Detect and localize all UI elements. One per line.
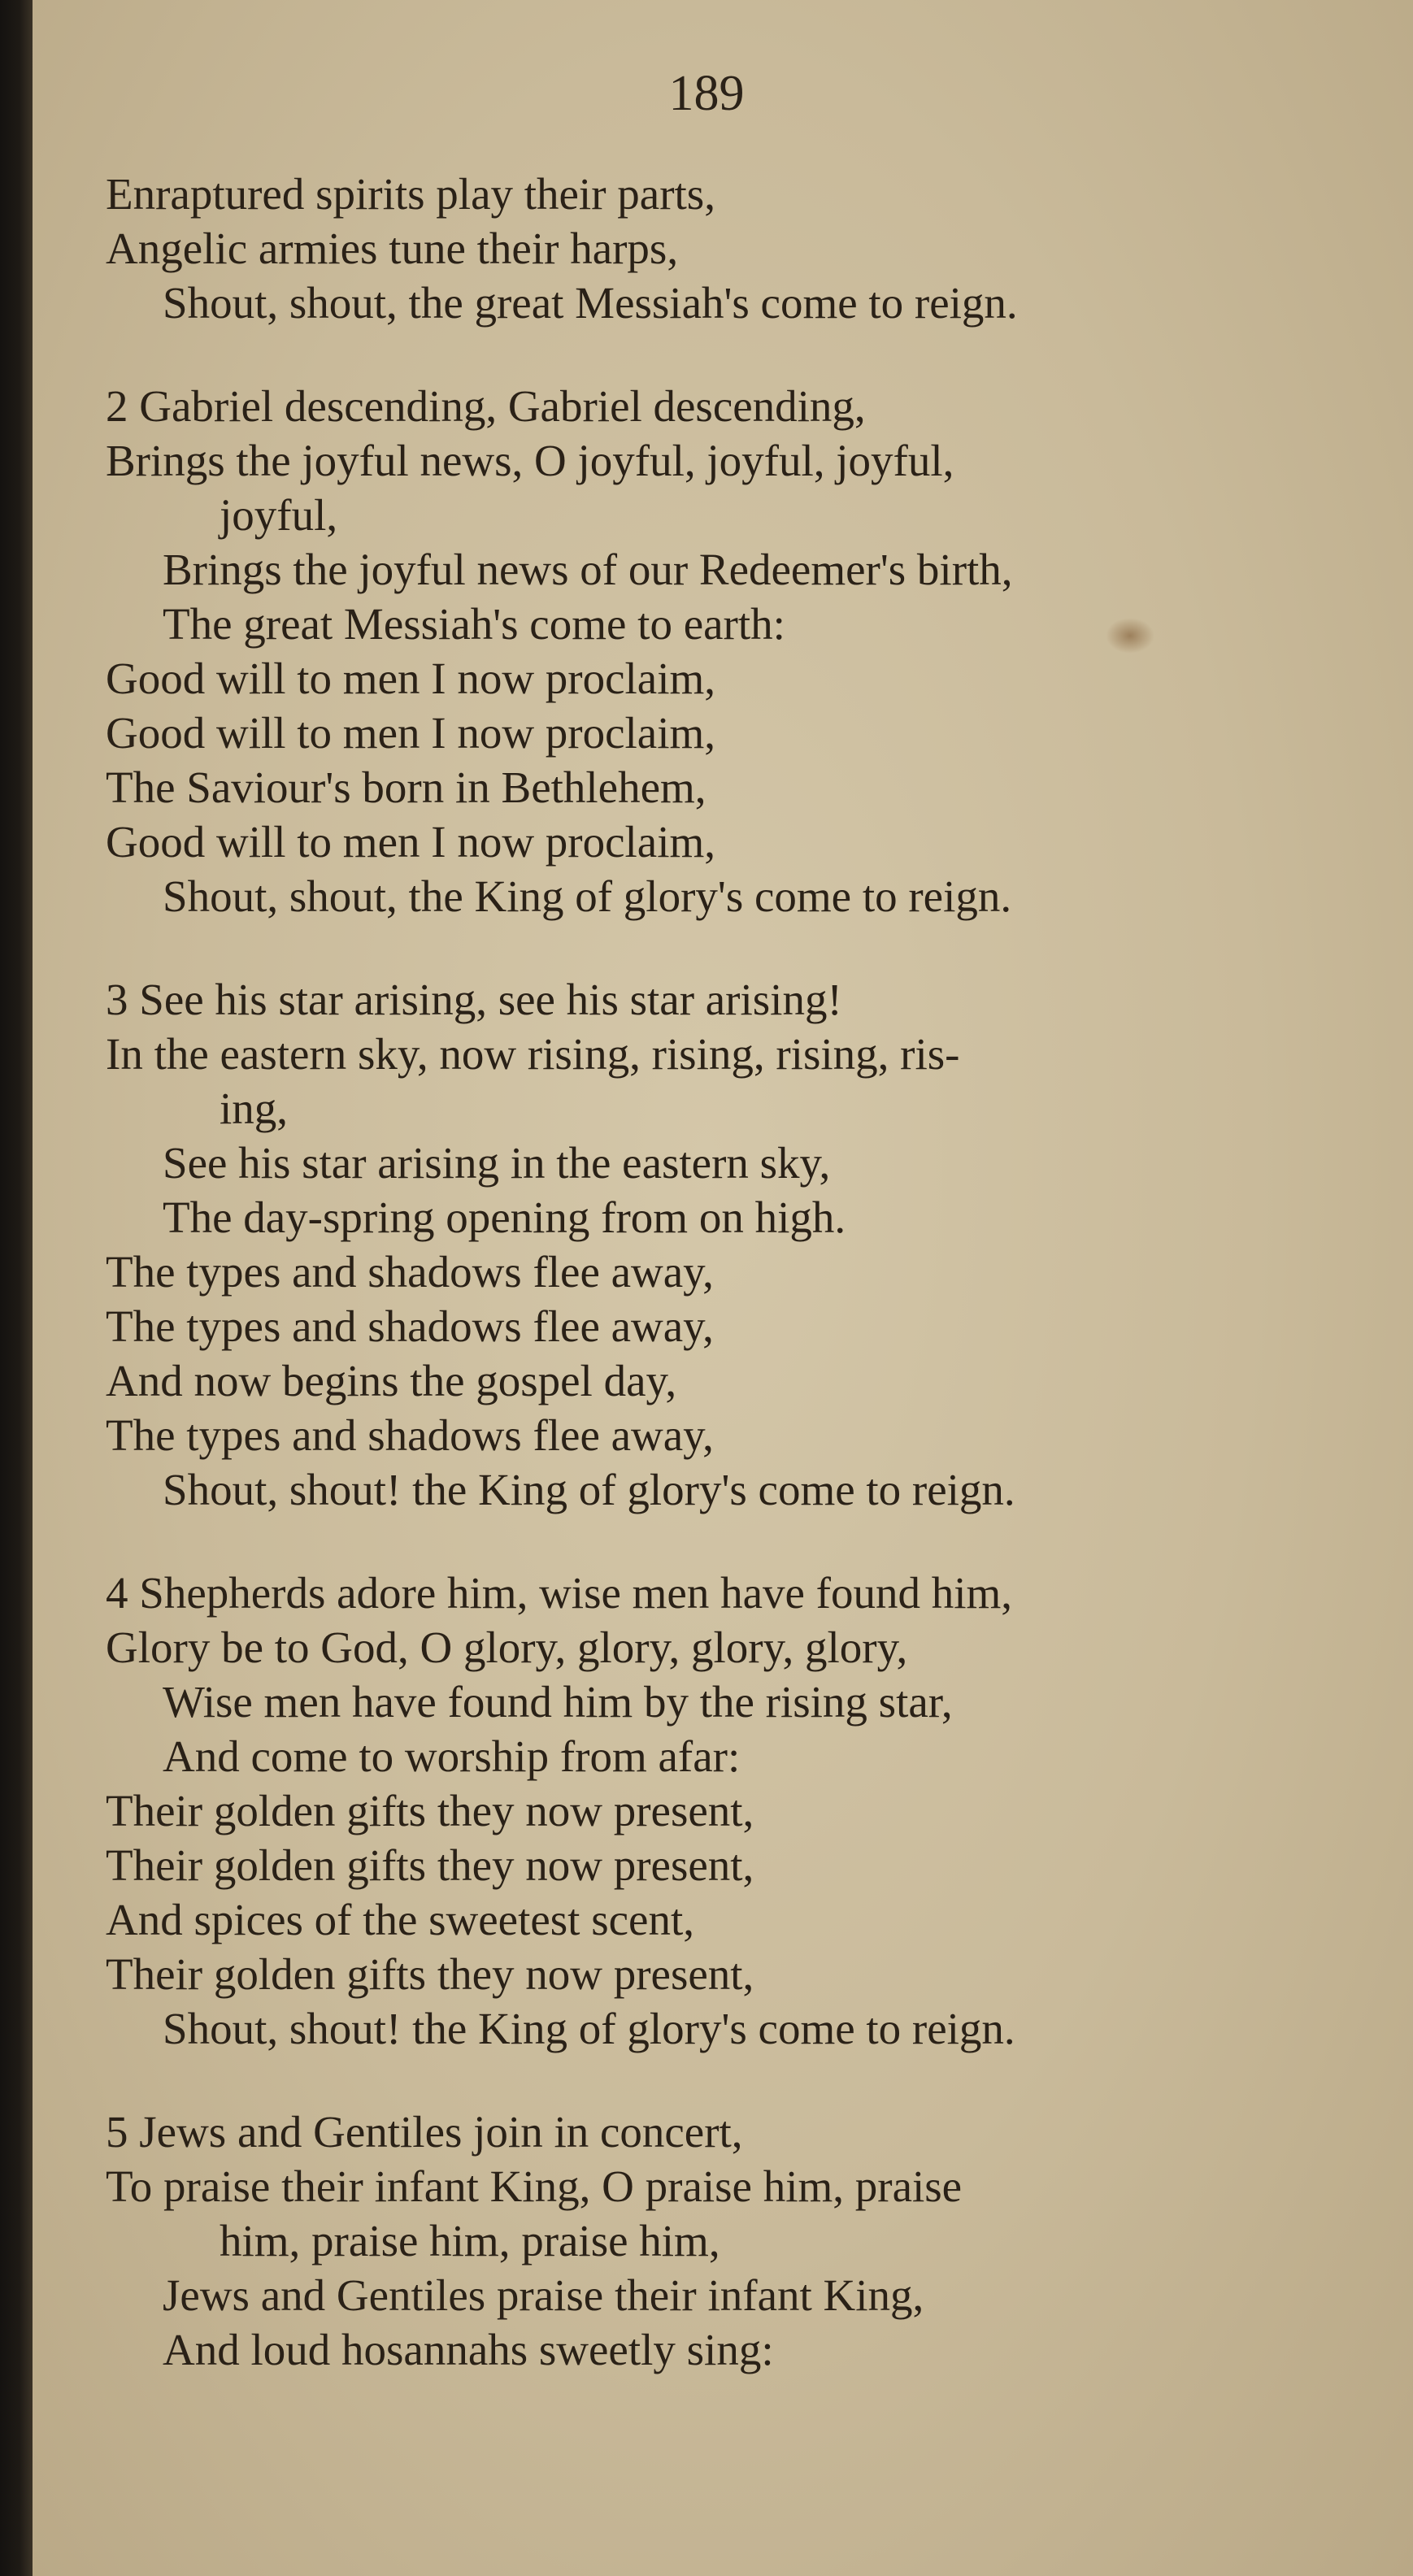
verse-line: Shout, shout, the great Messiah's come to reign. [163,278,1018,328]
verse-line: 4 Shepherds adore him, wise men have found him, [106,1568,1013,1618]
verse-line: 5 Jews and Gentiles join in concert, [106,2107,743,2157]
stanza [106,167,1374,330]
verse-line: Shout, shout! the King of glory's come to reign. [163,1465,1015,1514]
book-spine-edge [0,0,33,2576]
verse-line: ing, [220,1084,289,1133]
verse-line: joyful, [220,490,338,540]
verse-line: Glory be to God, O glory, glory, glory, glory, [106,1622,908,1672]
verse-line: The great Messiah's come to earth: [163,599,785,649]
verse-line: Brings the joyful news, O joyful, joyful, joyful, [106,436,954,485]
page-number: 189 [668,66,745,121]
verse-line: Good will to men I now proclaim, [106,817,716,867]
verse-line: Enraptured spirits play their parts, [106,169,715,219]
verse-line: And loud hosannahs sweetly sing: [163,2325,774,2374]
verse-line: 2 Gabriel descending, Gabriel descending, [106,381,866,431]
verse-line: And now begins the gospel day, [106,1356,677,1405]
verse-line: The types and shadows flee away, [106,1301,714,1351]
stanza [106,2105,1374,2377]
verse-line: Wise men have found him by the rising star, [163,1677,953,1727]
verse-line: Angelic armies tune their harps, [106,224,679,273]
verse-line: The types and shadows flee away, [106,1247,714,1297]
verse-line: Their golden gifts they now present, [106,1786,754,1835]
verse-line: In the eastern sky, now rising, rising, rising, ris- [106,1029,960,1079]
verse-line: The types and shadows flee away, [106,1410,714,1460]
verse-line: The day-spring opening from on high. [163,1192,846,1242]
verse-line: Shout, shout! the King of glory's come to reign. [163,2004,1015,2053]
verse-line: And spices of the sweetest scent, [106,1895,694,1944]
verse-line: The Saviour's born in Bethlehem, [106,762,706,812]
verse-line: 3 See his star arising, see his star arising! [106,975,842,1024]
verse-line: See his star arising in the eastern sky, [163,1138,831,1188]
verse-line: Their golden gifts they now present, [106,1840,754,1890]
verse-line: Shout, shout, the King of glory's come to reign. [163,871,1012,921]
verse-line: Good will to men I now proclaim, [106,708,716,758]
stanza [106,1566,1374,2056]
stanza [106,972,1374,1517]
verse-line: Brings the joyful news of our Redeemer's birth, [163,545,1013,594]
stanza [106,379,1374,923]
verse-line: Good will to men I now proclaim, [106,654,716,703]
verse-line: him, praise him, praise him, [220,2216,720,2265]
verse-line: Their golden gifts they now present, [106,1949,754,1999]
verse-line: Jews and Gentiles praise their infant King, [163,2270,924,2320]
verse-line: To praise their infant King, O praise him, praise [106,2161,963,2211]
verse-line: And come to worship from afar: [163,1731,741,1781]
hymn-text [106,167,1374,2426]
